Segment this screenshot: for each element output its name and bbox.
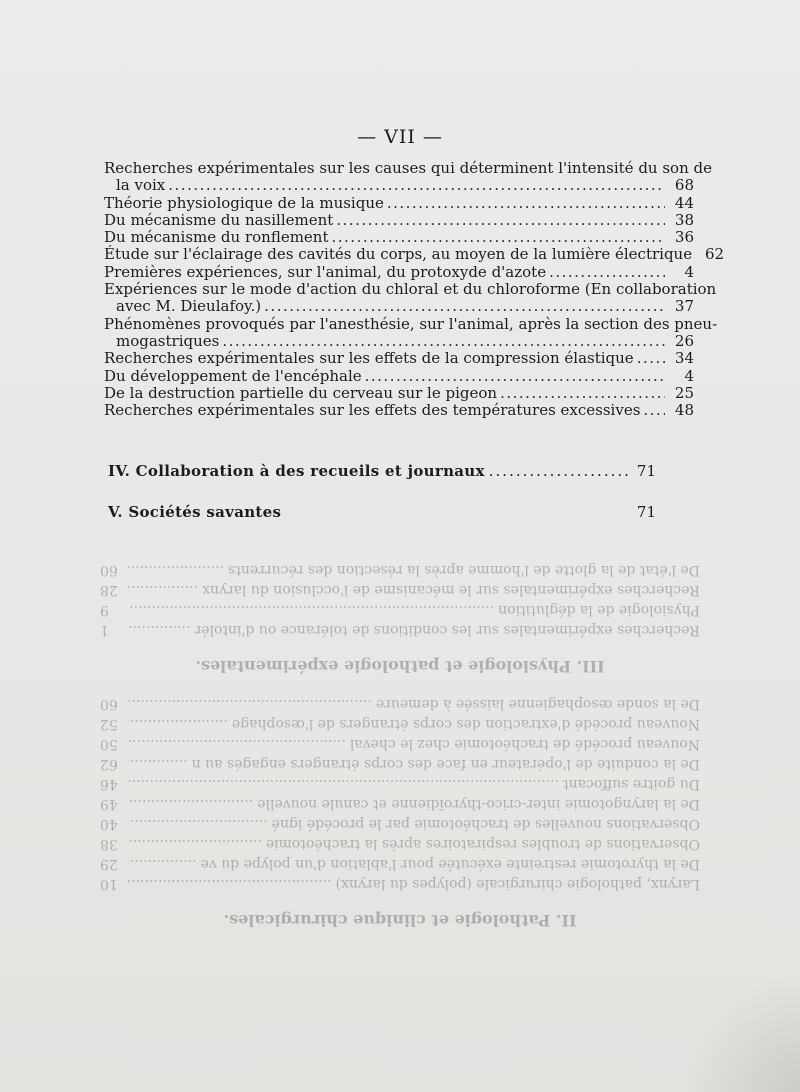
dot-leader [128,714,228,734]
toc-entry-page: 38 [674,210,694,229]
toc-entry-page: 62 [705,245,725,264]
toc-entry-page: 4 [684,366,694,385]
dot-leader [365,368,665,385]
bleed-row [100,874,700,894]
toc-entry-title: Étude sur l'éclairage des cavités du corps, au moyen de la lumière électrique [104,245,693,264]
dot-leader [336,212,665,229]
bleed-row-text: Recherches expérimentales sur le mécanisme de l'occlusion du larynx [202,582,700,598]
dot-leader [222,333,665,350]
dot-leader [128,694,372,714]
toc-entry-title: Expériences sur le mode d'action du chloral et du chloroforme (En collaboration [104,280,717,299]
bleed-row [100,560,700,580]
toc-entry-title: Premières expériences, sur l'animal, du protoxyde d'azote [104,262,547,281]
toc-entry [104,314,718,333]
toc-entry-page: 44 [674,193,694,212]
dot-leader [128,620,191,640]
toc-entry [104,212,694,229]
bleed-row-page: 52 [100,716,118,732]
toc-entry [104,177,694,194]
bleed-row-text: Physiologie de la déglutition [498,602,700,618]
toc-entry-title: Phénomènes provoqués par l'anesthésie, sur l'animal, après la section des pneu- [104,314,718,333]
section-page-ref: 71 [636,462,656,480]
toc-entry [104,298,694,315]
bleed-row [100,580,700,600]
dot-leader [128,754,188,774]
toc-entry-page: 25 [674,383,694,402]
toc-entry [104,229,694,246]
dot-leader [387,195,665,212]
bleed-row-text: De la sonde œsophagienne laissée à demeure [375,696,700,712]
dot-leader [264,298,665,315]
dot-leader [128,734,346,754]
dot-leader [637,350,665,367]
toc-entry [104,245,725,264]
dot-leader [489,462,632,480]
bleed-row-text: Observations de troubles respiratoires après la trachéotomie [265,836,700,852]
dot-leader [549,264,665,281]
toc-entry [104,264,694,281]
bleed-row-text: Nouveau procédé d'extraction des corps étrangers de l'œsophage [231,716,700,732]
toc-entry [104,159,712,177]
toc-entry-title: la voix [116,176,166,195]
toc-entry [104,195,694,212]
bleed-row-page: 62 [100,756,118,772]
bleed-row-page: 38 [100,836,118,852]
page-number: — VII — [357,126,443,148]
toc-entry-page: 4 [684,262,694,281]
dot-leader [332,229,666,246]
toc-entry-title: mogastriques [116,331,220,350]
toc-entry [104,368,694,385]
bleed-row-page: 60 [100,562,118,578]
toc-entry-page: 26 [674,331,694,350]
bleed-row-text: De l'état de la glotte de l'homme après la résection des récurrents [228,562,700,578]
dot-leader [128,774,559,794]
bleed-row-page: 28 [100,582,118,598]
toc-entry-title: Théorie physiologique de la musique [104,193,384,212]
section-page-ref: 71 [636,503,656,521]
bleed-row [100,834,700,854]
section-heading-iv [108,462,656,480]
dot-leader [128,874,332,894]
toc-entry-page: 48 [674,401,694,420]
section-heading-v [108,503,656,521]
reverse-side-bleed-through [100,560,700,948]
toc-entry-page: 34 [674,349,694,368]
bleed-row-text: De la thyrotomie restreinte exécutée pour l'ablation d'un polype du ve [200,856,700,872]
toc-entry-title: Recherches expérimentales sur les effets de la compression élastique [104,349,634,368]
bleed-row [100,854,700,874]
bleed-row-page: 9 [100,602,109,618]
bleed-row-page: 1 [100,622,109,638]
toc-entry-title: Du mécanisme du nasillement [104,210,334,229]
bleed-row-text: Du goitre suffocant [562,776,700,792]
bleed-row-page: 10 [100,876,118,892]
bleed-row-text: Larynx, pathologie chirurgicale (polypes du larynx) [335,876,700,892]
toc-entry-title: Du mécanisme du ronflement [104,228,329,247]
bleed-row [100,794,700,814]
bleed-row-page: 60 [100,696,118,712]
toc-entry-page: 37 [674,297,694,316]
toc-entry [104,402,694,419]
toc-entry-title: Du développement de l'encéphale [104,366,362,385]
bleed-row [100,714,700,734]
bleed-row-page: 49 [100,796,118,812]
bleed-row-text: Observations nouvelles de trachéotomie par le procédé igné [271,816,700,832]
bleed-row-text: Nouveau procédé de trachéotomie chez le cheval [349,736,700,752]
bleed-row [100,600,700,620]
bleed-row-page: 46 [100,776,118,792]
bleed-row-page: 50 [100,736,118,752]
toc-entry [104,350,694,367]
toc-entry-title: avec M. Dieulafoy.) [116,297,262,316]
dot-leader [128,814,268,834]
dot-leader [128,580,198,600]
dot-leader [128,854,197,874]
bleed-row-text: De la laryngotomie inter-crico-thyroïdienne et canule nouvelle [257,796,700,812]
toc-entry-page: 68 [674,176,694,195]
section-title: IV. Collaboration à des recueils et journaux [108,462,485,480]
toc-entry [104,333,694,350]
dot-leader [128,560,224,580]
bleed-row-text: De la conduite de l'opérateur en face des corps étrangers engagés au n [191,756,700,772]
bleed-row [100,694,700,714]
bleed-row [100,774,700,794]
bleed-row [100,814,700,834]
paper-shadow [680,972,800,1092]
dot-leader [128,834,262,854]
toc-entry-title: Recherches expérimentales sur les causes qui déterminent l'intensité du son de [104,159,712,177]
bleed-row [100,754,700,774]
bleed-row-page: 40 [100,816,118,832]
bleed-row-page: 29 [100,856,118,872]
dot-leader [168,177,665,194]
toc-entry [104,385,694,402]
toc-entry-title: De la destruction partielle du cerveau sur le pigeon [104,383,498,402]
dot-leader [643,402,665,419]
toc-entry-page: 36 [674,228,694,247]
section-title: V. Sociétés savantes [108,503,282,521]
bleed-row [100,734,700,754]
toc-entry [104,280,717,299]
bleed-heading: II. Pathologie et clinique chirurgicales. [223,911,577,930]
dot-leader [128,794,253,814]
bleed-row-text: Recherches expérimentales sur les conditions de tolérance ou d'intolér [194,622,700,638]
toc-entry-title: Recherches expérimentales sur les effets des températures excessives [104,401,641,420]
table-of-contents [104,159,725,420]
dot-leader [500,385,665,402]
bleed-row [100,620,700,640]
dot-leader [128,600,494,620]
bleed-heading: III. Physiologie et pathologie expérimentales. [195,657,605,676]
